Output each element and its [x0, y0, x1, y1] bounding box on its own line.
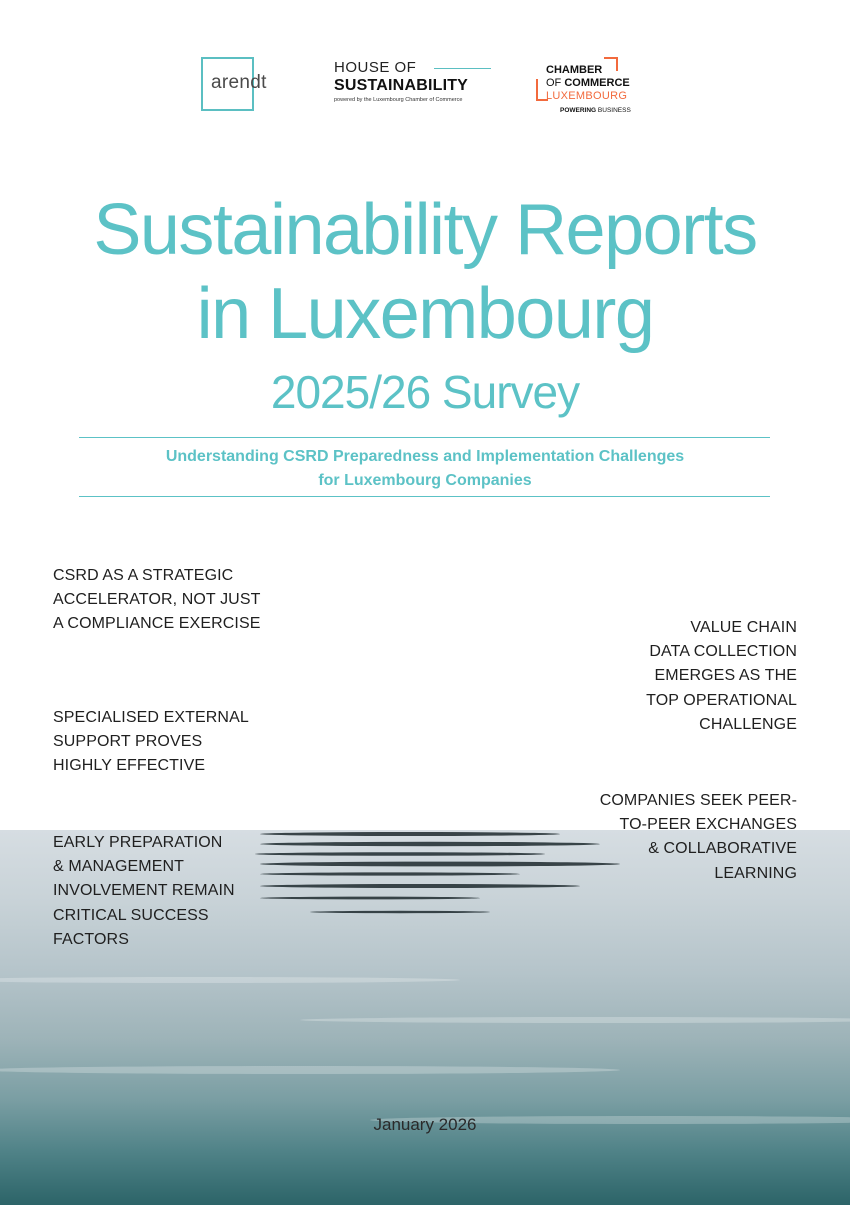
arendt-logo: arendt — [211, 72, 267, 93]
subtitle — [0, 445, 850, 493]
coc-bracket-top — [604, 57, 618, 71]
key-point-external-support: SPECIALISED EXTERNAL SUPPORT PROVES HIGHLY EFFECTIVE — [53, 709, 249, 775]
coc-line2 — [546, 77, 630, 89]
hos-rule — [434, 68, 491, 69]
title-line2: in Luxembourg — [196, 274, 654, 354]
title-line3: 2025/26 Survey — [270, 366, 580, 418]
key-point-strategic-accelerator: CSRD AS A STRATEGIC ACCELERATOR, NOT JUST A COMPLIANCE EXERCISE — [53, 567, 261, 633]
title-line1: Sustainability Reports — [93, 190, 757, 270]
subtitle-rule-top — [79, 437, 770, 438]
subtitle-line1: Understanding CSRD Preparedness and Implementation Challenges — [165, 448, 685, 465]
coc-line2-pre: OF — [546, 77, 565, 89]
publication-date: January 2026 — [373, 1115, 477, 1134]
key-point-value-chain: VALUE CHAIN DATA COLLECTION EMERGES AS THE TOP OPERATIONAL CHALLENGE — [646, 619, 797, 733]
subtitle-rule-bottom — [79, 496, 770, 497]
subtitle-line2: for Luxembourg Companies — [318, 472, 532, 489]
hos-line1: HOUSE OF — [334, 59, 417, 76]
house-of-sustainability-logo — [334, 59, 468, 103]
key-point-early-preparation: EARLY PREPARATION & MANAGEMENT INVOLVEMENT REMAIN CRITICAL SUCCESS FACTORS — [53, 834, 235, 948]
hos-tagline: powered by the Luxembourg Chamber of Commerce — [334, 97, 463, 103]
coc-line2-bold: COMMERCE — [564, 77, 630, 89]
coc-line1: CHAMBER — [546, 64, 603, 76]
coc-tagline — [560, 107, 631, 114]
coc-line3: LUXEMBOURG — [546, 90, 628, 102]
hos-line2: SUSTAINABILITY — [334, 77, 469, 94]
coc-tagline-bold: POWERING — [560, 107, 597, 114]
chamber-of-commerce-logo — [536, 57, 651, 117]
coc-tagline-rest: BUSINESS — [596, 107, 631, 114]
key-point-peer-exchanges: COMPANIES SEEK PEER- TO-PEER EXCHANGES & COLLABORATIVE LEARNING — [599, 792, 797, 882]
